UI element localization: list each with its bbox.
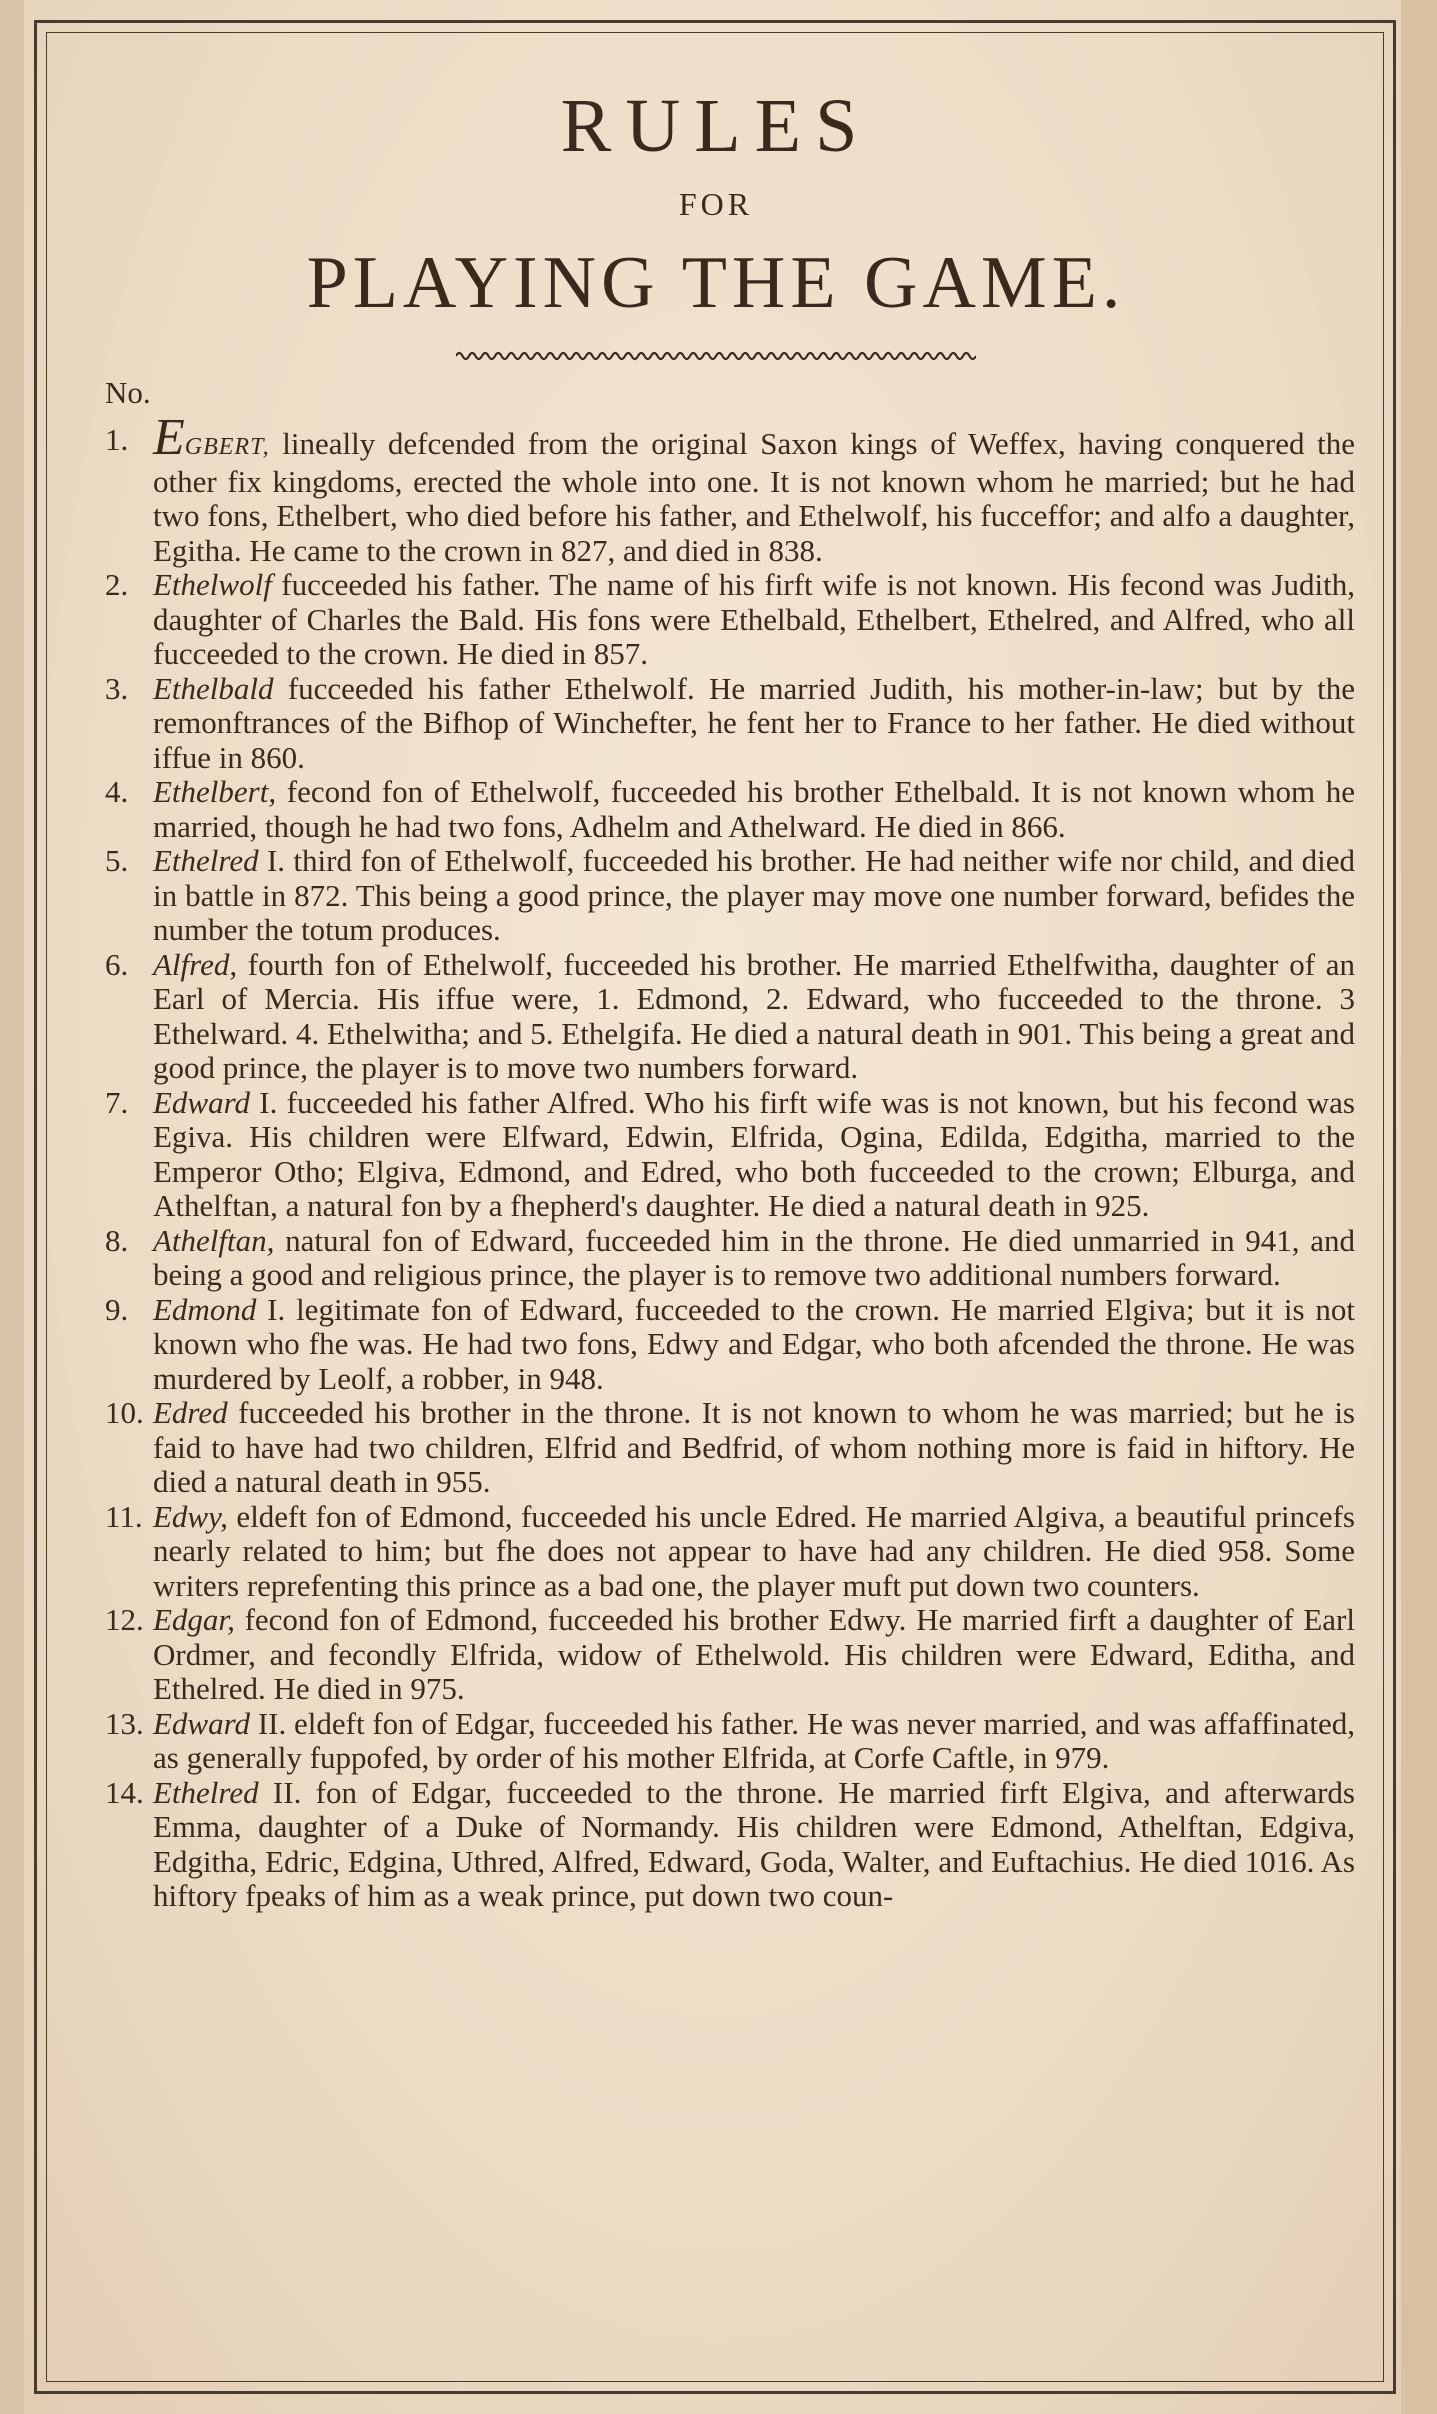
- rule-number: 11.: [105, 1498, 143, 1534]
- king-name: Alfred,: [153, 946, 238, 982]
- king-name: Edward: [153, 1705, 251, 1741]
- rule-description: II. fon of Edgar, fucceeded to the throne. He married firft Elgiva, and afterwards Emma, daughter of a Duke of Normandy. His children were Edmond, Athelftan, Edgiva, Edgitha, Edric, Edgina, Uthred, Alfred, Edward, Goda, Walter, and Euftachius. He died 1016. As hiftory fpeaks of him as a weak prince, put down two coun-: [153, 1774, 1355, 1913]
- rules-list: [105, 409, 1355, 1914]
- rule-description: fecond fon of Ethelwolf, fucceeded his brother Ethelbald. It is not known whom he married, though he had two fons, Adhelm and Athelward. He died in 866.: [153, 774, 1355, 844]
- rule-text: [153, 1086, 1355, 1224]
- king-name: Ethelwolf: [153, 567, 272, 602]
- rule-text: [153, 1776, 1355, 1914]
- rule-text: [153, 1224, 1355, 1293]
- rule-item: [105, 1224, 1355, 1293]
- rule-item: [105, 1776, 1355, 1914]
- rule-description: II. eldeft fon of Edgar, fucceeded his father. He was never married, and was affaffinated, as generally fuppofed, by order of his mother Elfrida, at Corfe Caftle, in 979.: [153, 1705, 1355, 1775]
- king-name: Ethelred: [153, 1774, 259, 1810]
- rule-description: eldeft fon of Edmond, fucceeded his uncle Edred. He married Algiva, a beautiful princefs nearly related to him; but fhe does not appear to have had any children. He died 958. Some writers reprefenting this prince as a bad one, the player muft put down two counters.: [153, 1498, 1355, 1603]
- rule-text: [153, 1500, 1355, 1604]
- rule-description: natural fon of Edward, fucceeded him in the throne. He died unmarried in 941, and being a good and religious prince, the player is to remove two additional numbers forward.: [153, 1222, 1355, 1292]
- rule-number: 8.: [105, 1222, 129, 1258]
- rule-number: 14.: [105, 1774, 144, 1810]
- king-name: Ethelbald: [153, 670, 274, 706]
- king-name: Ethelred: [153, 843, 259, 878]
- rule-number: 6.: [105, 946, 129, 982]
- rule-number: 12.: [105, 1602, 144, 1637]
- king-name: Edmond: [153, 1291, 257, 1327]
- rule-description: lineally defcended from the original Saxon kings of Weffex, having conquered the other fix kingdoms, erected the whole into one. It is not known whom he married; but he had two fons, Ethelbert, who died before his father, and Ethelwolf, his fucceffor; and alfo a daughter, Egitha. He came to the crown in 827, and died in 838.: [153, 426, 1355, 568]
- rule-description: I. third fon of Ethelwolf, fucceeded his brother. He had neither wife nor child, and died in battle in 872. This being a good prince, the player may move one number forward, befides the number the totum produces.: [153, 843, 1355, 947]
- rule-number: 7.: [105, 1084, 129, 1120]
- rule-item: [105, 775, 1355, 844]
- title-rules: RULES: [560, 84, 872, 168]
- title-playing-the-game: PLAYING THE GAME.: [306, 242, 1126, 324]
- inner-border: [46, 32, 1384, 2382]
- rule-number: 1.: [105, 422, 129, 457]
- document-header: [47, 84, 1384, 364]
- rule-item: [105, 568, 1355, 672]
- rule-text: [153, 844, 1355, 948]
- rule-text: [153, 672, 1355, 776]
- rule-item: [105, 1086, 1355, 1224]
- rule-number: 13.: [105, 1705, 144, 1741]
- rule-text: [153, 948, 1355, 1086]
- title-for: FOR: [678, 186, 754, 222]
- king-name: Edward: [153, 1084, 251, 1120]
- rule-item: [105, 1500, 1355, 1604]
- rule-item: [105, 409, 1355, 568]
- rule-number: 2.: [105, 567, 129, 602]
- rule-item: [105, 1396, 1355, 1500]
- rule-description: fourth fon of Ethelwolf, fucceeded his brother. He married Ethelfwitha, daughter of an Earl of Mercia. His iffue were, 1. Edmond, 2. Edward, who fucceeded to the throne. 3 Ethelward. 4. Ethelwitha; and 5. Ethelgifa. He died a natural death in 901. This being a great and good prince, the player is to move two numbers forward.: [153, 946, 1355, 1085]
- king-name: Ethelbert,: [153, 774, 277, 809]
- rule-text: [153, 568, 1355, 672]
- rule-description: fucceeded his brother in the throne. It is not known to whom he was married; but he is faid to have had two children, Elfrid and Bedfrid, of whom nothing more is faid in hiftory. He died a natural death in 955.: [153, 1395, 1355, 1499]
- rule-item: [105, 1293, 1355, 1397]
- rule-number: 5.: [105, 843, 129, 878]
- paper-edge-left: [0, 0, 24, 2414]
- rule-item: [105, 948, 1355, 1086]
- king-name: Edred: [153, 1395, 228, 1430]
- king-name: GBERT,: [184, 434, 270, 460]
- rule-description: fucceeded his father Ethelwolf. He married Judith, his mother-in-law; but by the remonftrances of the Bifhop of Winchefter, he fent her to France to her father. He died without iffue in 860.: [153, 670, 1355, 775]
- rule-text: [153, 775, 1355, 844]
- rule-text: [153, 1707, 1355, 1776]
- rule-text: [153, 1293, 1355, 1397]
- rule-text: [153, 1396, 1355, 1500]
- king-name: Athelftan,: [153, 1222, 275, 1258]
- rule-description: fucceeded his father. The name of his firft wife is not known. His fecond was Judith, daughter of Charles the Bald. His fons were Ethelbald, Ethelbert, Ethelred, and Alfred, who all fucceeded to the crown. He died in 857.: [153, 567, 1355, 671]
- rule-item: [105, 1603, 1355, 1707]
- king-name: Edgar,: [153, 1602, 235, 1637]
- rule-item: [105, 672, 1355, 776]
- rule-description: I. legitimate fon of Edward, fucceeded to the crown. He married Elgiva; but it is not known who fhe was. He had two fons, Edwy and Edgar, who both afcended the throne. He was murdered by Leolf, a robber, in 948.: [153, 1291, 1355, 1396]
- rule-text: [153, 1603, 1355, 1707]
- rule-item: [105, 844, 1355, 948]
- rule-text: [153, 409, 1355, 568]
- king-name: Edwy,: [153, 1498, 228, 1534]
- rule-number: 4.: [105, 774, 129, 809]
- wavy-divider: [456, 348, 976, 364]
- rule-number: 9.: [105, 1291, 129, 1327]
- rule-description: fecond fon of Edmond, fucceeded his brother Edwy. He married firft a daughter of Earl Ordmer, and fecondly Elfrida, widow of Ethelwold. His children were Edward, Editha, and Ethelred. He died in 975.: [153, 1602, 1355, 1706]
- number-column-label: No.: [105, 375, 151, 410]
- rule-number: 10.: [105, 1395, 144, 1430]
- rule-description: I. fucceeded his father Alfred. Who his firft wife was is not known, but his fecond was Egiva. His children were Elfward, Edwin, Elfrida, Ogina, Edilda, Edgitha, married to the Emperor Otho; Elgiva, Edmond, and Edred, who both fucceeded to the crown; Elburga, and Athelftan, a natural fon by a fhepherd's daughter. He died a natural death in 925.: [153, 1084, 1355, 1223]
- drop-cap: E: [153, 409, 185, 466]
- rule-number: 3.: [105, 670, 129, 706]
- rule-item: [105, 1707, 1355, 1776]
- paper-edge-right: [1401, 0, 1437, 2414]
